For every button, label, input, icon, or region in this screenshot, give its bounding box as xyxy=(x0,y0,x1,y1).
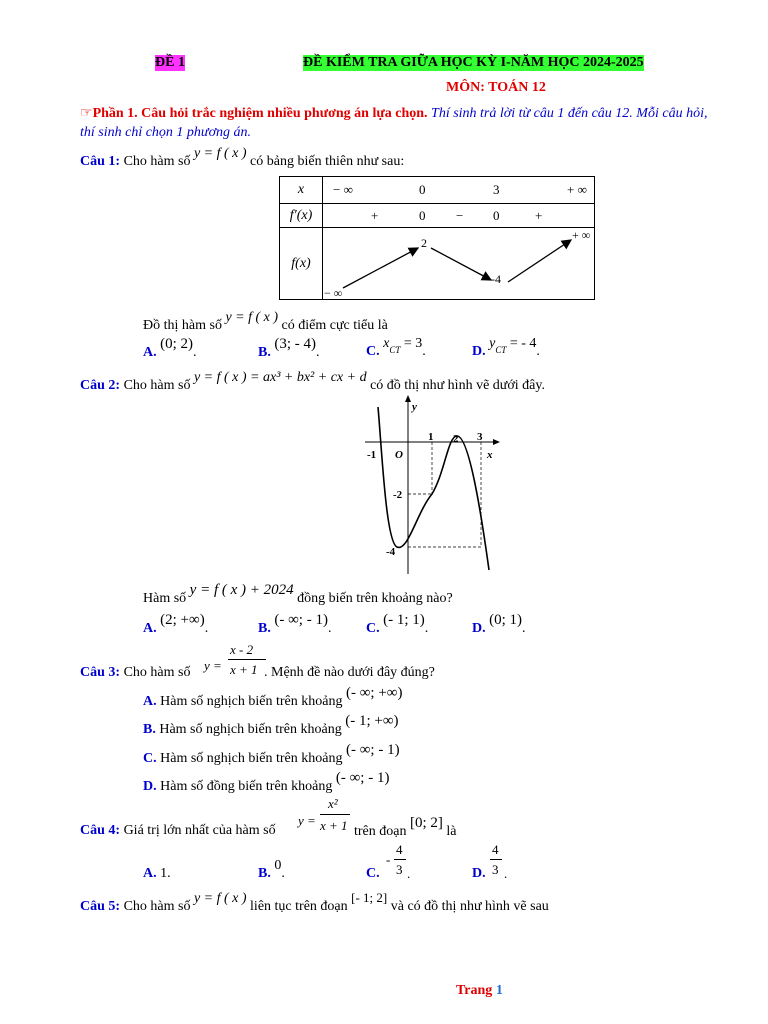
q2-option-a-text: (2; +∞) xyxy=(160,612,205,628)
q4-option-b-end: . xyxy=(281,866,285,881)
part1-instruction-2: thí sinh chỉ chọn 1 phương án. xyxy=(80,125,252,140)
q3-option-d[interactable] xyxy=(143,770,390,795)
q1-option-d-letter: D. xyxy=(472,344,486,359)
q4-fraction-bar xyxy=(320,814,350,815)
q2-option-d-letter: D. xyxy=(472,621,486,636)
q3-func-lhs: y = xyxy=(204,658,222,673)
q2-option-a[interactable] xyxy=(143,612,209,637)
vt-x-3: + ∞ xyxy=(567,182,587,197)
question-5-interval: [- 1; 2] xyxy=(351,890,388,905)
footer-label: Trang xyxy=(456,983,493,998)
vt-fp-4: + xyxy=(535,208,543,223)
vt-x-2: 3 xyxy=(493,182,500,197)
q3-text-post: . Mệnh đề nào dưới đây đúng? xyxy=(264,665,435,680)
footer-page-number: 1 xyxy=(495,983,503,998)
q4-option-c-den: 3 xyxy=(396,862,403,877)
variation-table xyxy=(279,176,595,300)
vt-f-row xyxy=(323,228,595,300)
pointer-icon: ☞ xyxy=(80,106,93,121)
vt-f-2: -4 xyxy=(491,272,501,286)
q4-func-num: x² xyxy=(328,796,338,811)
q3-option-c-interval: (- ∞; - 1) xyxy=(345,742,400,758)
cubic-graph xyxy=(355,392,505,577)
vt-fp-3: 0 xyxy=(493,208,500,223)
question-4-label: Câu 4: xyxy=(80,823,121,838)
vt-fp-0: + xyxy=(371,208,379,223)
q4-option-c-end: . xyxy=(407,866,411,881)
part1-title: Phần 1. Câu hỏi trắc nghiệm nhiều phương án lựa chọn. xyxy=(92,106,428,121)
question-1-stem xyxy=(80,146,405,170)
q4-text-post: là xyxy=(446,824,457,839)
question-5-label: Câu 5: xyxy=(80,899,121,914)
q3-option-d-interval: (- ∞; - 1) xyxy=(335,770,390,786)
q4-option-c[interactable] xyxy=(366,866,380,882)
question-2-func: y = f ( x ) = ax³ + bx² + cx + d xyxy=(193,370,367,385)
q4-option-b-letter: B. xyxy=(258,866,271,881)
vt-arrows xyxy=(323,228,594,300)
q2-stem-func: y = f ( x ) + 2024 xyxy=(189,582,294,598)
y-tick-neg4: -4 xyxy=(386,546,396,558)
q3-option-b-text: Hàm số nghịch biến trên khoảng xyxy=(159,722,342,737)
q1-option-c-end: . xyxy=(422,344,426,359)
question-4-text-pre: Giá trị lớn nhất của hàm số xyxy=(123,823,276,838)
question-1-text-post: có bảng biến thiên như sau: xyxy=(250,154,405,169)
q1-option-d-rest: = - 4 xyxy=(506,336,537,351)
q1-option-d-text: y xyxy=(489,336,496,351)
q2-stem-post: đồng biến trên khoảng nào? xyxy=(297,591,453,606)
q3-option-a-text: Hàm số nghịch biến trên khoảng xyxy=(160,694,343,709)
vt-x-label: x xyxy=(280,177,323,204)
q4-option-c-letter: C. xyxy=(366,866,380,881)
q2-option-b-letter: B. xyxy=(258,621,271,636)
q3-option-c[interactable] xyxy=(143,742,400,767)
q3-option-b[interactable] xyxy=(143,713,399,738)
question-4-stem xyxy=(80,823,276,839)
q2-option-d[interactable] xyxy=(472,612,526,637)
question-2-sub-stem xyxy=(143,582,453,607)
vt-x-row xyxy=(323,177,595,204)
part1-heading xyxy=(80,105,707,122)
x-axis-label: x xyxy=(487,449,493,461)
question-2-text-pre: Cho hàm số xyxy=(123,378,191,393)
q1-option-c-letter: C. xyxy=(366,344,380,359)
exam-code: ĐỀ 1 xyxy=(155,55,185,70)
q4-func-den: x + 1 xyxy=(320,818,348,833)
q2-option-a-end: . xyxy=(204,621,209,636)
question-5-text-post: và có đồ thị như hình vẽ sau xyxy=(390,899,549,914)
question-3-label: Câu 3: xyxy=(80,665,121,680)
question-5-text-pre: Cho hàm số xyxy=(123,899,191,914)
q4-interval: [0; 2] xyxy=(409,815,443,831)
q4-option-d[interactable] xyxy=(472,866,486,882)
q4-option-b-text: 0 xyxy=(274,858,282,873)
question-5-text-mid: liên tục trên đoạn xyxy=(250,899,348,914)
question-1-text-pre: Cho hàm số xyxy=(123,154,191,169)
q2-option-d-end: . xyxy=(522,621,526,636)
question-5-stem xyxy=(80,890,549,915)
x-tick-2: 2 xyxy=(453,433,459,445)
q1-option-a-end: . xyxy=(193,345,197,360)
q1-option-c-text: x xyxy=(383,336,390,351)
q2-stem-pre: Hàm số xyxy=(143,591,187,606)
page-footer xyxy=(456,983,503,999)
exam-subject: MÔN: TOÁN 12 xyxy=(446,80,546,95)
q2-option-d-text: (0; 1) xyxy=(489,612,523,628)
q4-option-c-num: 4 xyxy=(396,842,403,857)
q4-tail xyxy=(354,815,457,840)
q3-option-c-text: Hàm số nghịch biến trên khoảng xyxy=(160,751,343,766)
q1-option-b[interactable] xyxy=(258,336,320,361)
q4-option-c-bar xyxy=(394,859,406,860)
q1-option-b-text: (3; - 4) xyxy=(274,336,316,352)
vt-f-3: + ∞ xyxy=(572,228,591,242)
q3-option-a-interval: (- ∞; +∞) xyxy=(345,685,403,701)
q4-option-d-end: . xyxy=(504,866,508,881)
q1-option-b-end: . xyxy=(316,345,320,360)
y-axis-label: y xyxy=(412,401,417,413)
vt-fp-1: 0 xyxy=(419,208,426,223)
q4-option-d-num: 4 xyxy=(492,842,499,857)
q3-option-a-letter: A. xyxy=(143,694,157,709)
q2-option-c-letter: C. xyxy=(366,621,380,636)
q4-text-mid: trên đoạn xyxy=(354,824,407,839)
question-3-stem xyxy=(80,665,190,681)
q4-option-a[interactable] xyxy=(143,866,171,882)
question-5-func: y = f ( x ) xyxy=(193,891,247,906)
question-1-label: Câu 1: xyxy=(80,154,121,169)
q4-option-b[interactable] xyxy=(258,858,285,882)
q2-option-a-letter: A. xyxy=(143,621,157,636)
vt-f-label: f(x) xyxy=(280,228,323,300)
q4-option-a-text: 1 xyxy=(160,866,168,881)
q4-option-d-bar xyxy=(490,859,502,860)
q3-fraction-bar xyxy=(228,659,266,660)
q1-option-c-sub: CT xyxy=(389,344,401,355)
q3-option-a[interactable] xyxy=(143,685,403,710)
q2-option-b[interactable] xyxy=(258,612,332,637)
q1-option-c[interactable] xyxy=(366,336,426,361)
x-tick-3: 3 xyxy=(477,431,483,443)
y-tick-neg2: -2 xyxy=(393,489,403,501)
q1-option-a[interactable] xyxy=(143,336,197,361)
q2-option-b-end: . xyxy=(327,621,332,636)
q3-option-d-letter: D. xyxy=(143,779,157,794)
q3-option-c-letter: C. xyxy=(143,751,157,766)
vt-fp-label: f′(x) xyxy=(280,204,323,228)
question-2-text-post: có đồ thị như hình vẽ dưới đây. xyxy=(370,378,545,393)
q3-option-b-letter: B. xyxy=(143,722,156,737)
question-3-text-pre: Cho hàm số xyxy=(123,665,191,680)
vt-fp-row xyxy=(323,204,595,228)
part1-instruction-1: Thí sinh trả lời từ câu 1 đến câu 12. Mỗi câu hỏi, xyxy=(431,106,708,121)
q4-option-a-end: . xyxy=(167,866,171,881)
vt-x-1: 0 xyxy=(419,182,426,197)
arrow-down xyxy=(431,248,491,280)
question-1-func: y = f ( x ) xyxy=(193,146,247,161)
arrow-up-1 xyxy=(343,248,418,288)
vt-fp-2: − xyxy=(456,208,464,223)
question-2-label: Câu 2: xyxy=(80,378,121,393)
vt-f-0: − ∞ xyxy=(324,286,343,300)
q4-func-lhs: y = xyxy=(298,813,316,828)
vt-f-1: 2 xyxy=(421,236,427,250)
q2-option-c-end: . xyxy=(424,621,429,636)
q1-option-d-sub: CT xyxy=(495,344,507,355)
q1-stem-pre: Đồ thị hàm số xyxy=(143,318,222,333)
q1-option-a-text: (0; 2) xyxy=(160,336,194,352)
q2-option-b-text: (- ∞; - 1) xyxy=(274,612,328,628)
origin-label: O xyxy=(395,449,403,461)
arrow-up-2 xyxy=(508,240,571,282)
x-tick-1: 1 xyxy=(428,431,434,443)
q4-option-d-letter: D. xyxy=(472,866,486,881)
q1-option-b-letter: B. xyxy=(258,345,271,360)
x-tick-neg1: -1 xyxy=(367,449,377,461)
q1-option-c-rest: = 3 xyxy=(400,336,423,351)
q1-stem-post: có điểm cực tiểu là xyxy=(281,318,388,333)
q2-option-c[interactable] xyxy=(366,612,429,637)
q2-option-c-text: (- 1; 1) xyxy=(383,612,425,628)
q1-stem-func: y = f ( x ) xyxy=(225,310,279,325)
q1-option-d-end: . xyxy=(536,344,540,359)
q3-func-num: x - 2 xyxy=(230,642,254,657)
q3-option-b-interval: (- 1; +∞) xyxy=(345,713,399,729)
exam-title: ĐỀ KIỂM TRA GIỮA HỌC KỲ I-NĂM HỌC 2024-2025 xyxy=(303,55,644,70)
q3-func-den: x + 1 xyxy=(230,662,258,677)
q1-option-a-letter: A. xyxy=(143,345,157,360)
q4-option-d-den: 3 xyxy=(492,862,499,877)
vt-x-0: − ∞ xyxy=(333,182,353,197)
q1-option-d[interactable] xyxy=(472,336,540,361)
q4-option-a-letter: A. xyxy=(143,866,157,881)
q4-option-c-sign: - xyxy=(386,852,391,867)
q3-option-d-text: Hàm số đồng biến trên khoảng xyxy=(160,779,333,794)
question-1-sub-stem xyxy=(143,310,388,334)
